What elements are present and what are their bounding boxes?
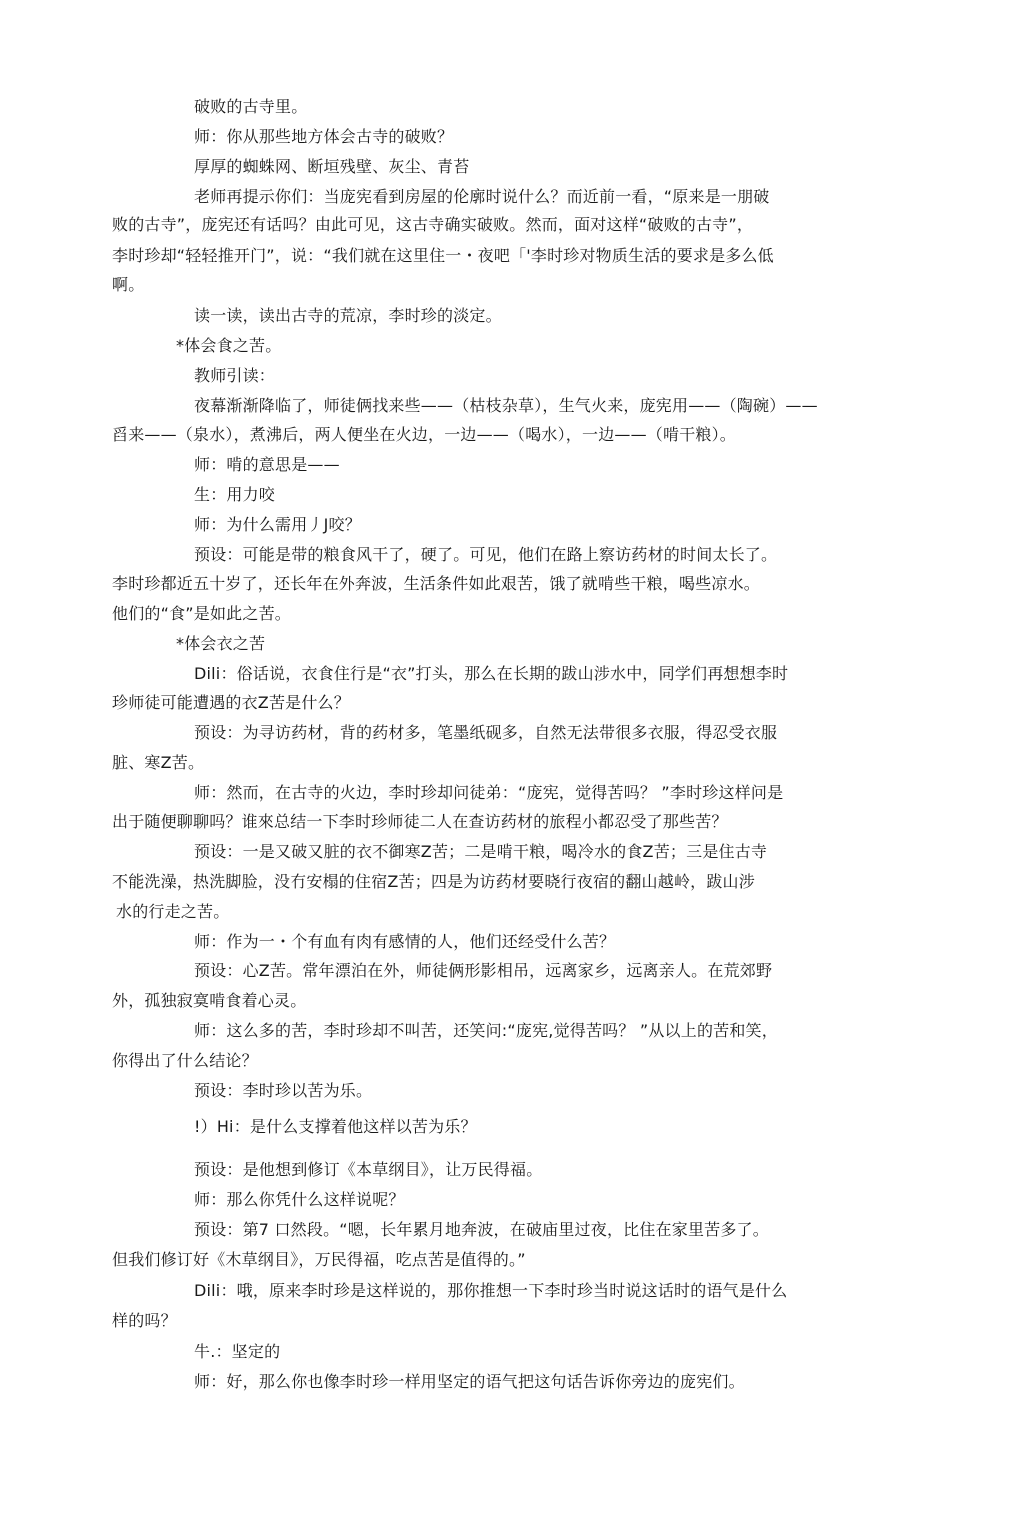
text-line: 但我们修订好《木草纲目》，万民得福，吃点苦是值得的。”	[112, 1250, 526, 1269]
text-line: 啊。	[112, 275, 145, 294]
text-line: 珍师徒可能遭遇的衣Z苦是什么？	[112, 693, 350, 712]
text-line: 外，孤独寂寞啃食着心灵。	[112, 991, 307, 1010]
text-line: 师：然而，在古寺的火边，李时珍却问徒弟：“庞宪，觉得苦吗？ ”李时珍这样问是	[194, 783, 784, 802]
text-line: 预设：第7 口然段。“嗯，长年累月地奔波，在破庙里过夜，比住在家里苦多了。	[194, 1220, 769, 1239]
text-line: 牛.：坚定的	[194, 1342, 281, 1361]
text-line: 预设：李时珍以苦为乐。	[194, 1081, 373, 1100]
text-line: 你得出了什么结论？	[112, 1051, 258, 1070]
text-line: 水的行走之苦。	[116, 902, 230, 921]
text-line: 师：好，那么你也像李时珍一样用坚定的语气把这句话告诉你旁边的庞宪们。	[194, 1372, 745, 1391]
text-line: 败的古寺”，庞宪还有话吗？由此可见，这古寺确实破败。然而，面对这样“破败的古寺”，	[112, 215, 754, 234]
text-line: Dili：俗话说，衣食住行是“衣”打头，那么在长期的跋山涉水中，同学们再想想李时	[194, 664, 789, 683]
text-line: 师：这么多的苦，李时珍却不叫苦，还笑问:“庞宪,觉得苦吗？ ”从以上的苦和笑，	[194, 1021, 778, 1040]
text-line: 脏、寒Z苦。	[112, 753, 205, 772]
text-line: 教师引读：	[194, 366, 276, 385]
text-line: 样的吗？	[112, 1311, 177, 1330]
text-line: 师：你从那些地方体会古寺的破败？	[194, 127, 454, 146]
text-line: 破败的古寺里。	[194, 97, 308, 116]
text-line: 李时珍都近五十岁了，还长年在外奔波，生活条件如此艰苦，饿了就啃些干粮，喝些凉水。	[112, 574, 761, 593]
text-line: !）Hi：是什么支撑着他这样以苦为乐？	[194, 1117, 477, 1136]
text-line: Dili：哦，原来李时珍是这样说的，那你推想一下李时珍当时说这话时的语气是什么	[194, 1281, 788, 1300]
text-line: 厚厚的蜘蛛网、断垣残壁、灰尘、青苔	[194, 157, 470, 176]
text-line: 李时珍却“轻轻推开门”，说：“我们就在这里住一・夜吧「'李时珍对物质生活的要求是多么低	[112, 246, 774, 265]
section-heading: *体会食之苦。	[176, 336, 282, 355]
text-line: 他们的“食”是如此之苦。	[112, 604, 291, 623]
text-line: 出于随便聊聊吗？谁來总结一下李时珍师徒二人在查访药材的旅程小都忍受了那些苦？	[112, 812, 728, 831]
text-line: 师：作为一・个有血有肉有感情的人，他们还经受什么苦？	[194, 932, 616, 951]
text-line: 预设：可能是带的粮食风干了，硬了。可见，他们在路上察访药材的时间太长了。	[194, 545, 778, 564]
text-line: 读一读，读出古寺的荒凉，李时珍的淡定。	[194, 306, 502, 325]
text-line: 预设：心Z苦。常年漂泊在外，师徒俩形影相吊，远离家乡，远离亲人。在荒郊野	[194, 961, 773, 980]
text-line: 师：那么你凭什么这样说呢？	[194, 1190, 405, 1209]
text-line: 舀来——（泉水），煮沸后，两人便坐在火边，一边——（喝水），一边——（啃干粮）。	[112, 425, 737, 444]
text-line: 预设：为寻访药材，背的药材多，笔墨纸砚多，自然无法带很多衣服，得忍受衣服	[194, 723, 778, 742]
text-line: 师：为什么需用丿J咬？	[194, 515, 361, 534]
text-line: 师：啃的意思是——	[194, 455, 340, 474]
text-line: 不能洗澡，热洗脚脸，没冇安榻的住宿Z苦；四是为访药材要晓行夜宿的翻山越岭，跋山涉	[112, 872, 755, 891]
section-heading: *体会衣之苦	[176, 634, 266, 653]
text-line: 预设：一是又破又脏的衣不御寒Z苦；二是啃干粮，喝冷水的食Z苦；三是住古寺	[194, 842, 768, 861]
text-line: 预设：是他想到修订《本草纲目》，让万民得福。	[194, 1160, 543, 1179]
text-line: 夜幕渐渐降临了，师徒俩找来些——（枯枝杂草），生气火来，庞宪用——（陶碗）——	[194, 396, 818, 415]
text-line: 老师再提示你们：当庞宪看到房屋的伦廓时说什么？而近前一看，“原来是一朋破	[194, 187, 770, 206]
text-line: 生：用力咬	[194, 485, 276, 504]
